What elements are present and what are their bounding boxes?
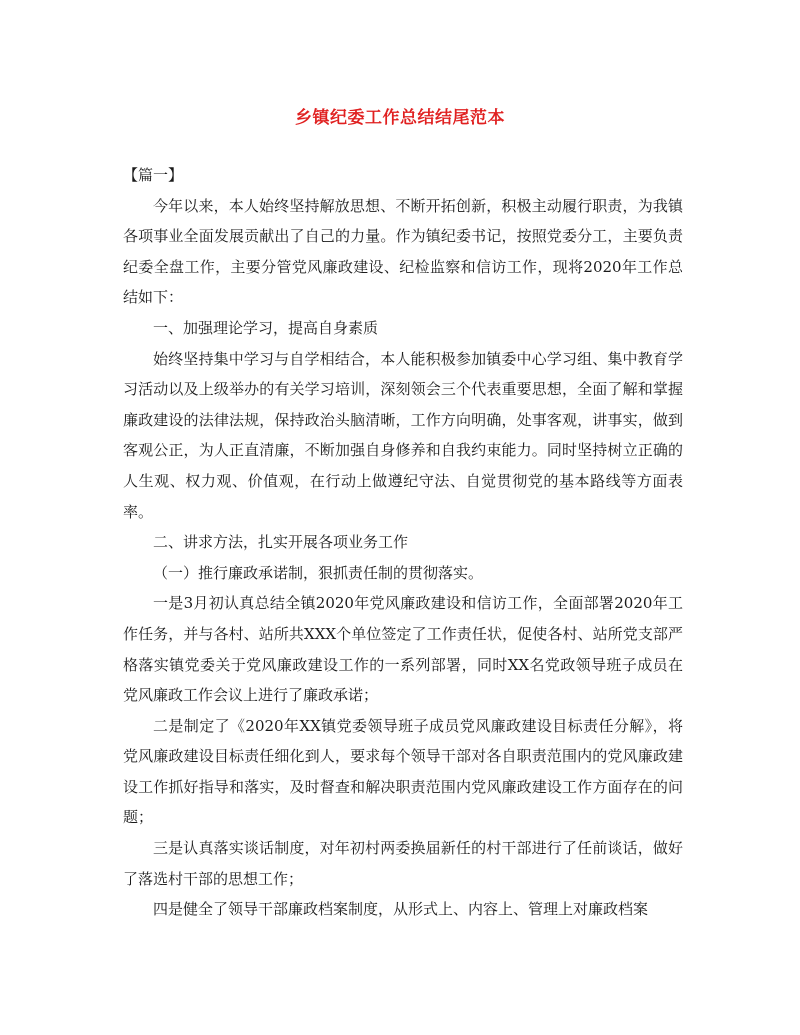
paragraph-item-two: 二是制定了《2020年XX镇党委领导班子成员党风廉政建设目标责任分解》，将党风廉政建设目标责任细化到人，要求每个领导干部对各自职责范围内的党风廉政建设工作抓好指导和落实，及时督查和解决职责范围内党风廉政建设工作方面存在的问题； (123, 716, 683, 827)
heading-theory-study: 一、加强理论学习，提高自身素质 (153, 318, 379, 337)
paragraph-item-four: 四是健全了领导干部廉政档案制度，从形式上、内容上、管理上对廉政档案 (153, 900, 649, 919)
section-label: 【篇一】 (123, 166, 184, 184)
document-title: 乡镇纪委工作总结结尾范本 (295, 108, 505, 128)
paragraph-item-three: 三是认真落实谈话制度，对年初村两委换届新任的村干部进行了任前谈话，做好了落选村干部的思想工作； (123, 839, 683, 888)
paragraph-intro: 今年以来，本人始终坚持解放思想、不断开拓创新，积极主动履行职责，为我镇各项事业全面发展贡献出了自己的力量。作为镇纪委书记，按照党委分工，主要负责纪委全盘工作，主要分管党风廉政建设、纪检监察和信访工作，现将2020年工作总结如下： (123, 196, 683, 307)
paragraph-theory-study: 始终坚持集中学习与自学相结合，本人能积极参加镇委中心学习组、集中教育学习活动以及上级举办的有关学习培训，深刻领会三个代表重要思想，全面了解和掌握廉政建设的法律法规，保持政治头脑清晰，工作方向明确，处事客观，讲事实，做到客观公正，为人正直清廉，不断加强自身修养和自我约束能力。同时坚持树立正确的人生观、权力观、价值观，在行动上做遵纪守法、自觉贯彻党的基本路线等方面表率。 (123, 349, 683, 521)
paragraph-item-one: 一是3月初认真总结全镇2020年党风廉政建设和信访工作，全面部署2020年工作任务，并与各村、站所共XXX个单位签定了工作责任状，促使各村、站所党支部严格落实镇党委关于党风廉政建设工作的一系列部署，同时XX名党政领导班子成员在党风廉政工作会议上进行了廉政承诺； (123, 594, 683, 705)
heading-work-methods: 二、讲求方法，扎实开展各项业务工作 (153, 533, 409, 552)
document-body (123, 160, 683, 925)
subheading-integrity-commitment: （一）推行廉政承诺制，狠抓责任制的贯彻落实。 (153, 563, 484, 582)
